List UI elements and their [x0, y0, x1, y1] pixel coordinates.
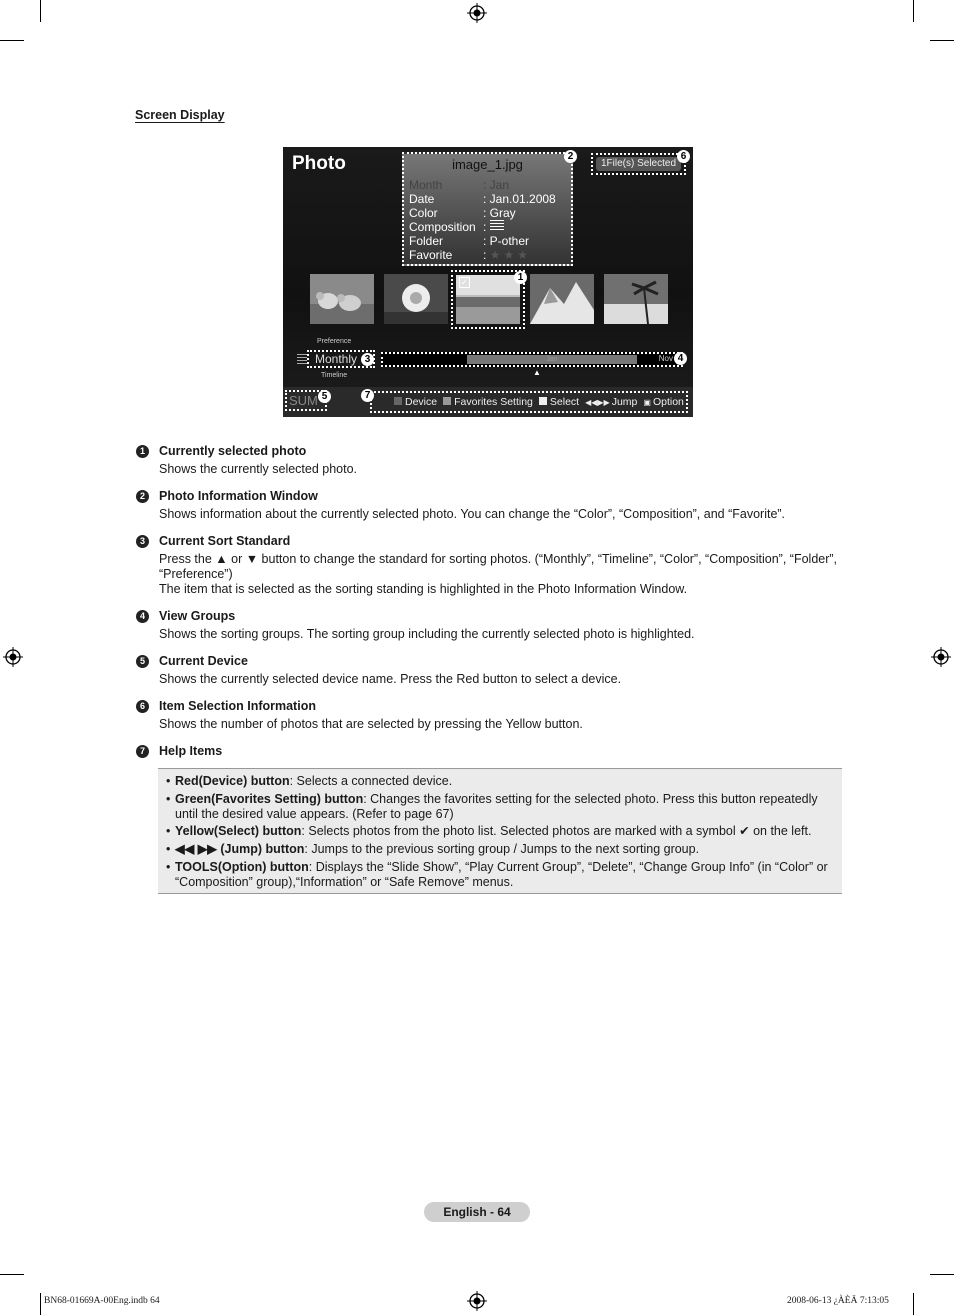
photo-thumbnail[interactable]	[384, 274, 448, 324]
crop-mark	[0, 40, 24, 41]
callout-6: 6	[677, 150, 690, 163]
help-option[interactable]: ▣ Option	[643, 396, 684, 408]
item-heading: View Groups	[159, 609, 236, 623]
highlighted-group: Jan	[467, 355, 637, 364]
section-title: Screen Display	[135, 108, 225, 122]
help-item: • ◀◀ ▶▶ (Jump) button: Jumps to the previous sorting group / Jumps to the next sorting group.	[166, 842, 838, 857]
photo-thumbnail[interactable]	[310, 274, 374, 324]
file-name: image_1.jpg	[452, 157, 523, 172]
green-button-icon	[443, 397, 451, 405]
print-slug-file: BN68-01669A-00Eng.indb 64	[44, 1296, 160, 1306]
sort-option-timeline[interactable]: Timeline	[321, 372, 348, 379]
registration-mark-icon	[931, 647, 951, 667]
item-text: Press the ▲ or ▼ button to change the standard for sorting photos. (“Monthly”, “Timeline”, “Color”, “Composition”, “Folder”, “Preference”) The item that is selected as the sorting standing is highlighted in the Photo Information Window.	[159, 552, 838, 596]
arrow-up-icon: ▲	[533, 368, 541, 377]
crop-mark	[913, 0, 914, 22]
callout-2: 2	[564, 150, 577, 163]
crop-mark	[40, 1293, 41, 1315]
help-item: • Yellow(Select) button: Selects photos from the photo list. Selected photos are marked with a symbol ✔ on the left.	[166, 824, 838, 839]
composition-icon	[490, 220, 504, 230]
callout-7: 7	[361, 389, 374, 402]
help-device[interactable]: Device	[394, 396, 437, 408]
photo-screen	[283, 147, 693, 417]
photo-info-window	[402, 152, 573, 266]
tools-icon: ▣	[643, 398, 651, 407]
registration-mark-icon	[3, 647, 23, 667]
sort-lines-icon	[297, 354, 307, 366]
print-slug-date: 2008-06-13 ¿ÀÈÄ 7:13:05	[787, 1296, 889, 1306]
help-item: • Green(Favorites Setting) button: Changes the favorites setting for the selected photo. Press this button repeatedly until the desired value appears. (Refer to page 67)	[166, 792, 838, 822]
info-row: Date : Jan.01.2008	[409, 192, 556, 206]
item-text: Shows the number of photos that are selected by pressing the Yellow button.	[159, 717, 583, 731]
item-text: Shows the sorting groups. The sorting group including the currently selected photo is highlighted.	[159, 627, 695, 641]
item-text: Shows information about the currently selected photo. You can change the “Color”, “Composition”, and “Favorite”.	[159, 507, 786, 521]
item-number: 7	[136, 745, 149, 758]
help-select[interactable]: Select	[539, 396, 579, 408]
item-heading: Current Device	[159, 654, 248, 668]
info-row: Favorite : ★★★	[409, 248, 531, 262]
info-row: Month : Jan	[409, 178, 510, 192]
callout-5: 5	[318, 390, 331, 403]
checkmark-icon: ✓	[460, 277, 469, 287]
crop-mark	[930, 40, 954, 41]
current-sort-standard[interactable]: Monthly	[307, 350, 375, 368]
photo-thumbnail[interactable]	[604, 274, 668, 324]
view-groups[interactable]	[381, 352, 683, 367]
help-jump[interactable]: ◀◀▶▶ Jump	[585, 396, 638, 408]
crop-mark	[40, 0, 41, 22]
crop-mark	[0, 1274, 24, 1275]
crop-mark	[913, 1293, 914, 1315]
page-number-badge: English - 64	[424, 1202, 530, 1222]
info-row: Color : Gray	[409, 206, 516, 220]
group-label: Nov	[658, 354, 673, 363]
item-text: Shows the currently selected device name. Press the Red button to select a device.	[159, 672, 622, 686]
photo-thumbnail[interactable]	[530, 274, 594, 324]
item-number: 4	[136, 610, 149, 623]
callout-3: 3	[361, 353, 374, 366]
item-number: 2	[136, 490, 149, 503]
item-heading: Item Selection Information	[159, 699, 316, 713]
help-items-panel	[158, 768, 842, 894]
help-item: • TOOLS(Option) button: Displays the “Slide Show”, “Play Current Group”, “Delete”, “Change Group Info” (in “Color” or “Composition” group),“Information” or “Safe Remove” menus.	[166, 860, 838, 890]
item-heading: Currently selected photo	[159, 444, 307, 458]
callout-4: 4	[674, 352, 687, 365]
help-favorites[interactable]: Favorites Setting	[443, 396, 533, 408]
info-row: Composition :	[409, 220, 567, 234]
item-heading: Help Items	[159, 744, 223, 758]
item-heading: Current Sort Standard	[159, 534, 291, 548]
crop-mark	[930, 1274, 954, 1275]
red-button-icon	[394, 397, 402, 405]
screen-title: Photo	[292, 153, 346, 174]
yellow-button-icon	[539, 397, 547, 405]
favorite-stars-icon: ★★★	[489, 248, 531, 262]
sort-option-preference[interactable]: Preference	[317, 338, 352, 345]
help-items-bar	[370, 391, 688, 413]
item-heading: Photo Information Window	[159, 489, 318, 503]
item-number: 6	[136, 700, 149, 713]
info-table	[409, 178, 567, 262]
callout-1: 1	[514, 271, 527, 284]
item-number: 1	[136, 445, 149, 458]
item-number: 5	[136, 655, 149, 668]
item-text: Shows the currently selected photo.	[159, 462, 358, 476]
registration-mark-icon	[467, 1291, 487, 1311]
current-device[interactable]: SUM	[285, 390, 327, 411]
jump-icon: ◀◀▶▶	[585, 398, 610, 407]
item-number: 3	[136, 535, 149, 548]
info-row: Folder : P-other	[409, 234, 530, 248]
help-item: • Red(Device) button: Selects a connected device.	[166, 774, 838, 789]
selection-info: 1File(s) Selected	[591, 153, 686, 175]
registration-mark-icon	[467, 3, 487, 23]
